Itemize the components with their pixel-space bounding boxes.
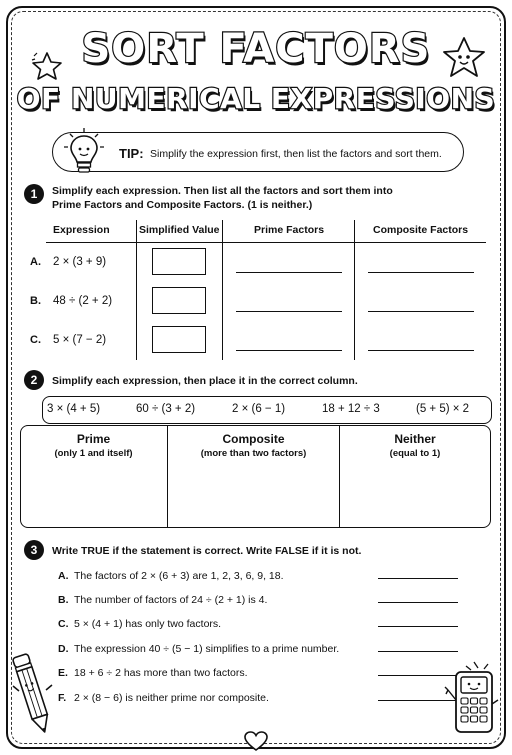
expression-chip[interactable]: (5 + 5) × 2 <box>416 403 470 415</box>
section1-number: 1 <box>24 184 44 204</box>
statement-letter: C. <box>58 618 69 630</box>
column-prime-subtitle: (only 1 and itself) <box>54 448 133 459</box>
table-header-divider <box>46 242 486 243</box>
row-expression: 5 × (7 − 2) <box>53 334 107 346</box>
column-neither-subtitle: (equal to 1) <box>389 448 441 459</box>
prime-factors-blank[interactable] <box>236 272 342 273</box>
expression-chip[interactable]: 60 ÷ (3 + 2) <box>136 403 196 415</box>
row-expression: 2 × (3 + 9) <box>53 256 107 268</box>
table-col-divider <box>354 220 355 360</box>
statement-text: The number of factors of 24 ÷ (2 + 1) is 4. <box>74 594 268 606</box>
statement-letter: E. <box>58 667 68 679</box>
section2-instruction: Simplify each expression, then place it in the correct column. <box>52 375 358 387</box>
statement-text: The factors of 2 × (6 + 3) are 1, 2, 3, 6, 9, 18. <box>74 570 284 582</box>
col-header-prime: Prime Factors <box>254 224 325 236</box>
expression-chip[interactable]: 2 × (6 − 1) <box>232 403 286 415</box>
true-false-blank[interactable] <box>378 626 458 627</box>
col-header-composite: Composite Factors <box>373 224 469 236</box>
section3-instruction: Write TRUE if the statement is correct. Write FALSE if it is not. <box>52 545 362 557</box>
composite-factors-blank[interactable] <box>368 311 474 312</box>
prime-factors-blank[interactable] <box>236 311 342 312</box>
simplified-value-box[interactable] <box>152 248 206 275</box>
composite-factors-blank[interactable] <box>368 350 474 351</box>
section1-instruction-line2: Prime Factors and Composite Factors. (1 is neither.) <box>52 199 313 211</box>
statement-letter: B. <box>58 594 69 606</box>
table-col-divider <box>222 220 223 360</box>
section2-number: 2 <box>24 370 44 390</box>
composite-factors-blank[interactable] <box>368 272 474 273</box>
table-col-divider <box>136 220 137 360</box>
row-expression: 48 ÷ (2 + 2) <box>53 295 113 307</box>
statement-text: 5 × (4 + 1) has only two factors. <box>74 618 222 630</box>
section3-number: 3 <box>24 540 44 560</box>
prime-factors-blank[interactable] <box>236 350 342 351</box>
statement-text: The expression 40 ÷ (5 − 1) simplifies to a prime number. <box>74 643 340 655</box>
column-prime-title: Prime <box>76 432 111 446</box>
heart-icon <box>243 730 269 752</box>
title-line1: SORT FACTORS <box>81 26 431 72</box>
statement-text: 2 × (8 − 6) is neither prime nor composite. <box>74 692 269 704</box>
tip-text: Simplify the expression first, then list the factors and sort them. <box>150 148 442 160</box>
section1-instruction-line1: Simplify each expression. Then list all the factors and sort them into <box>52 185 393 197</box>
star-icon <box>30 50 64 82</box>
smiling-star-icon <box>440 35 488 81</box>
column-composite-subtitle: (more than two factors) <box>200 448 307 459</box>
lightbulb-icon <box>62 126 106 176</box>
col-header-expression: Expression <box>53 224 110 236</box>
title-line2: OF NUMERICAL EXPRESSIONS <box>16 82 496 115</box>
true-false-blank[interactable] <box>378 602 458 603</box>
statement-text: 18 + 6 ÷ 2 has more than two factors. <box>74 667 248 679</box>
expression-chip[interactable]: 18 + 12 ÷ 3 <box>322 403 380 415</box>
simplified-value-box[interactable] <box>152 326 206 353</box>
row-letter: C. <box>30 334 41 346</box>
expression-chip[interactable]: 3 × (4 + 5) <box>47 403 101 415</box>
true-false-blank[interactable] <box>378 651 458 652</box>
statement-letter: F. <box>58 692 67 704</box>
statement-letter: A. <box>58 570 69 582</box>
calculator-character-icon <box>444 660 500 736</box>
tip-label: TIP: <box>119 146 144 161</box>
simplified-value-box[interactable] <box>152 287 206 314</box>
column-neither-title: Neither <box>394 432 436 446</box>
pencil-character-icon <box>10 648 54 738</box>
true-false-blank[interactable] <box>378 578 458 579</box>
row-letter: A. <box>30 256 41 268</box>
statement-letter: D. <box>58 643 69 655</box>
column-composite-title: Composite <box>222 432 285 446</box>
row-letter: B. <box>30 295 41 307</box>
col-header-simplified: Simplified Value <box>139 224 220 236</box>
